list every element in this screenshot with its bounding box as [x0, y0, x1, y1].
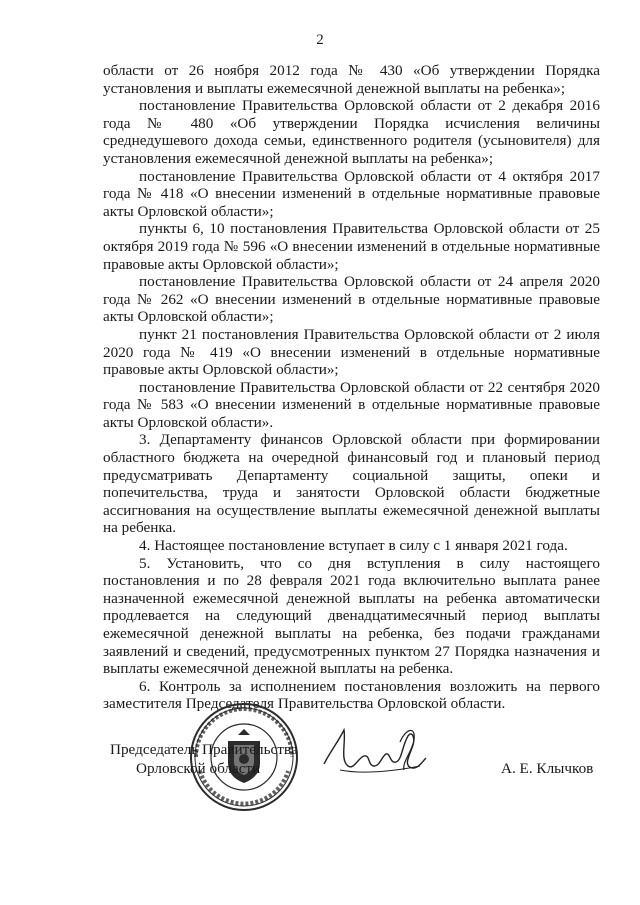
paragraph-4: пункты 6, 10 постановления Правительства Орловской области от 25 октября 2019 года № 596 «О внесении изменений в отдельные нормативные правовые акты Орловской области»;	[103, 220, 600, 273]
document-body	[103, 62, 600, 713]
page-number: 2	[316, 32, 324, 48]
signatory-title-line-2: Орловской области	[136, 760, 261, 777]
paragraph-1: области от 26 ноября 2012 года № 430 «Об утверждении Порядка установления и выплаты ежемесячной денежной выплаты на ребенка»;	[103, 62, 600, 97]
paragraph-10: 5. Установить, что со дня вступления в силу настоящего постановления и по 28 февраля 2021 года включительно выплата ранее назначенной ежемесячной денежной выплаты на ребенка автоматически продлевается на следующий двенадцатимесячный период выплаты ежемесячной денежной выплаты на ребенка, без подачи гражданами заявлений и сведений, предусмотренных пунктом 27 Порядка назначения и выплаты ежемесячной денежной выплаты на ребенка.	[103, 554, 600, 678]
paragraph-11: 6. Контроль за исполнением постановления возложить на первого заместителя Председателя Правительства Орловской области.	[103, 677, 600, 713]
signature-block	[0, 700, 640, 830]
paragraph-3: постановление Правительства Орловской области от 4 октября 2017 года № 418 «О внесении изменений в отдельные нормативные правовые акты Орловской области»;	[103, 167, 600, 220]
paragraph-5: постановление Правительства Орловской области от 24 апреля 2020 года № 262 «О внесении изменений в отдельные нормативные правовые акты Орловской области»;	[103, 273, 600, 326]
paragraph-6: пункт 21 постановления Правительства Орловской области от 2 июля 2020 года № 419 «О внесении изменений в отдельные нормативные правовые акты Орловской области»;	[103, 325, 600, 379]
paragraph-9: 4. Настоящее постановление вступает в силу с 1 января 2021 года.	[139, 537, 568, 555]
paragraph-7: постановление Правительства Орловской области от 22 сентября 2020 года № 583 «О внесении изменений в отдельные нормативные правовые акты Орловской области».	[103, 378, 600, 431]
signatory-title-line-1: Председатель Правительства	[110, 741, 298, 758]
signatory-name: А. Е. Клычков	[501, 760, 594, 777]
handwritten-signature-icon	[320, 722, 430, 782]
paragraph-8: 3. Департаменту финансов Орловской области при формировании областного бюджета на очередной финансовый год и плановый период предусматривать Департаменту социальной защиты, опеки и попечительства, труда и занятости Орловской области бюджетные ассигнования на осуществление выплаты ежемесячной денежной выплаты на ребенка.	[103, 431, 600, 537]
paragraph-2: постановление Правительства Орловской области от 2 декабря 2016 года № 480 «Об утверждении Порядка исчисления величины среднедушевого дохода семьи, единственного родителя (усыновителя) для установления ежемесячной денежной выплаты на ребенка»;	[103, 97, 600, 167]
